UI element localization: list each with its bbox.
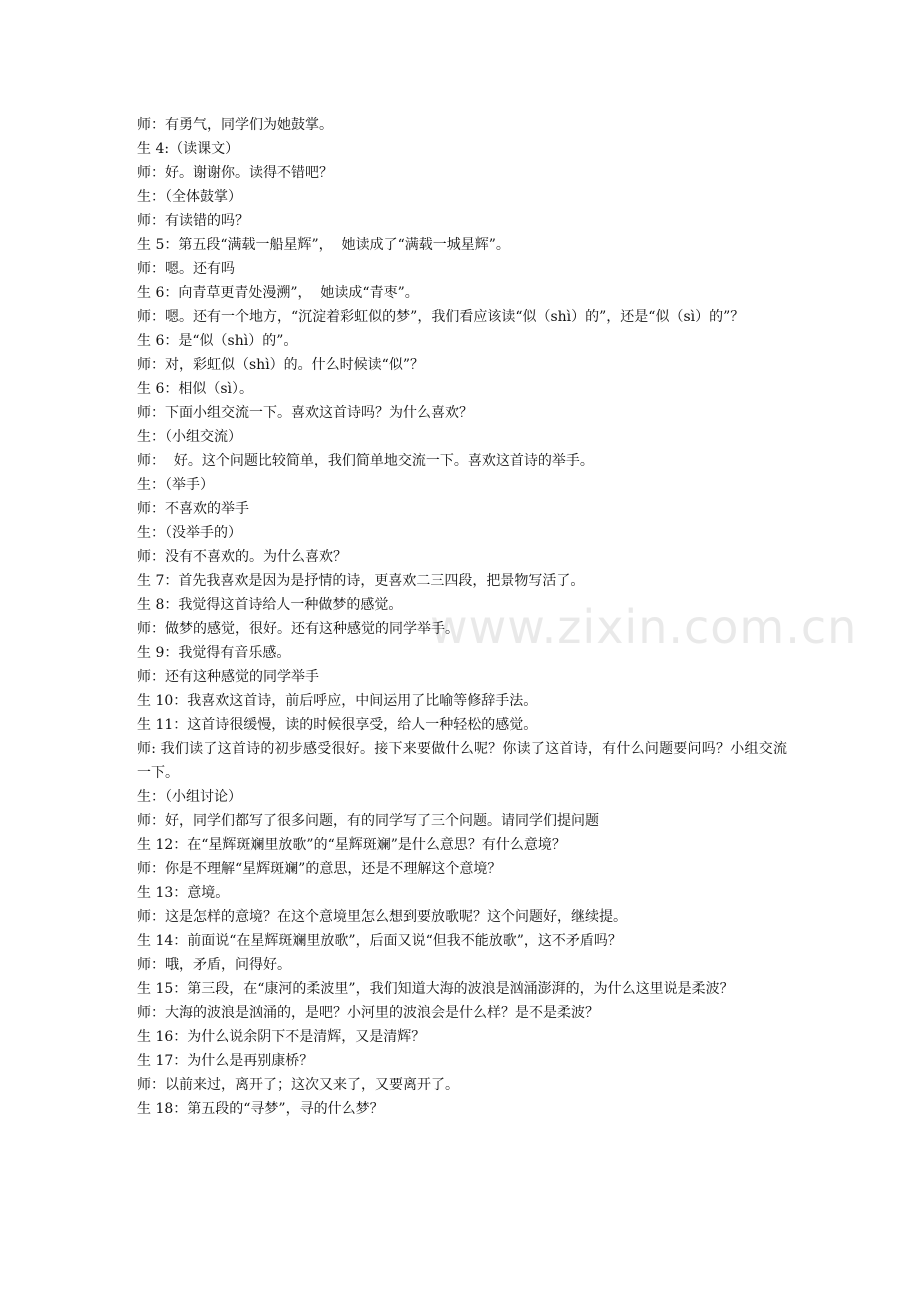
transcript-line: 师：你是不理解“星辉斑斓”的意思，还是不理解这个意境？ — [137, 861, 502, 877]
transcript-line: 生：（小组交流） — [137, 429, 242, 445]
transcript-line: 师：做梦的感觉，很好。还有这种感觉的同学举手。 — [137, 621, 459, 637]
transcript-line: 师：哦，矛盾，问得好。 — [137, 957, 291, 973]
transcript-line: 师：这是怎样的意境？在这个意境里怎么想到要放歌呢？这个问题好，继续提。 — [137, 909, 627, 925]
transcript-line: 生 14：前面说“在星辉斑斓里放歌”，后面又说“但我不能放歌”，这不矛盾吗？ — [137, 933, 622, 949]
transcript-line: 师：大海的波浪是汹涌的，是吧？小河里的波浪会是什么样？是不是柔波？ — [137, 1005, 599, 1021]
transcript-line: 生 13：意境。 — [137, 885, 230, 901]
transcript-line: 生 17：为什么是再别康桥？ — [137, 1053, 314, 1069]
transcript-line: 生 6：是“似（shì）的”。 — [137, 333, 298, 349]
transcript-line: 生 10：我喜欢这首诗，前后呼应，中间运用了比喻等修辞手法。 — [137, 693, 538, 709]
transcript-line: 师： 好。这个问题比较简单，我们简单地交流一下。喜欢这首诗的举手。 — [137, 453, 594, 469]
transcript-line: 师：嗯。还有吗 — [137, 261, 235, 277]
transcript-line: 师: 我们读了这首诗的初步感受很好。接下来要做什么呢？你读了这首诗，有什么问题要问吗？小组交流一下。 — [137, 741, 787, 781]
transcript-line: 师：有勇气，同学们为她鼓掌。 — [137, 117, 333, 133]
transcript-line: 生：（没举手的） — [137, 525, 242, 541]
transcript-line: 师：还有这种感觉的同学举手 — [137, 669, 319, 685]
transcript-line: 生 9：我觉得有音乐感。 — [137, 645, 291, 661]
watermark: www.zixin.com.cn — [430, 600, 858, 654]
transcript-line: 生 12：在“星辉斑斓里放歌”的“星辉斑斓”是什么意思？有什么意境？ — [137, 837, 566, 853]
transcript-line: 生 6：向青草更青处漫溯”， 她读成“青枣”。 — [137, 285, 419, 301]
transcript-line: 生：（举手） — [137, 477, 214, 493]
transcript-line: 师：有读错的吗？ — [137, 213, 249, 229]
transcript-line: 生：（全体鼓掌） — [137, 189, 242, 205]
transcript-line: 师：以前来过，离开了；这次又来了，又要离开了。 — [137, 1077, 459, 1093]
transcript-line: 生 15：第三段，在“康河的柔波里”，我们知道大海的波浪是汹涌澎湃的，为什么这里说是柔波？ — [137, 981, 734, 997]
transcript-line: 生 6：相似（sì）。 — [137, 381, 254, 397]
transcript-line: 师：下面小组交流一下。喜欢这首诗吗？为什么喜欢？ — [137, 405, 473, 421]
transcript-line: 师：嗯。还有一个地方，“沉淀着彩虹似的梦”，我们看应该读“似（shì）的”，还是“似（sì）的”？ — [137, 309, 745, 325]
transcript-line: 生 11：这首诗很缓慢，读的时候很享受，给人一种轻松的感觉。 — [137, 717, 538, 733]
transcript-line: 生 18：第五段的“寻梦”，寻的什么梦？ — [137, 1101, 384, 1117]
transcript-line: 生 16：为什么说余阴下不是清辉，又是清辉？ — [137, 1029, 426, 1045]
transcript-body — [137, 113, 787, 1121]
transcript-line: 师：不喜欢的举手 — [137, 501, 249, 517]
transcript-line: 生 8：我觉得这首诗给人一种做梦的感觉。 — [137, 597, 403, 613]
transcript-line: 师：好，同学们都写了很多问题，有的同学写了三个问题。请同学们提问题 — [137, 813, 599, 829]
transcript-line: 生 5：第五段“满载一船星辉”， 她读成了“满载一城星辉”。 — [137, 237, 510, 253]
transcript-line: 师：好。谢谢你。读得不错吧？ — [137, 165, 333, 181]
transcript-line: 师：对，彩虹似（shì）的。什么时候读“似”？ — [137, 357, 424, 373]
transcript-line: 生：（小组讨论） — [137, 789, 242, 805]
transcript-line: 生 4:（读课文） — [137, 141, 240, 157]
transcript-line: 生 7：首先我喜欢是因为是抒情的诗，更喜欢二三四段，把景物写活了。 — [137, 573, 585, 589]
transcript-line: 师：没有不喜欢的。为什么喜欢？ — [137, 549, 347, 565]
